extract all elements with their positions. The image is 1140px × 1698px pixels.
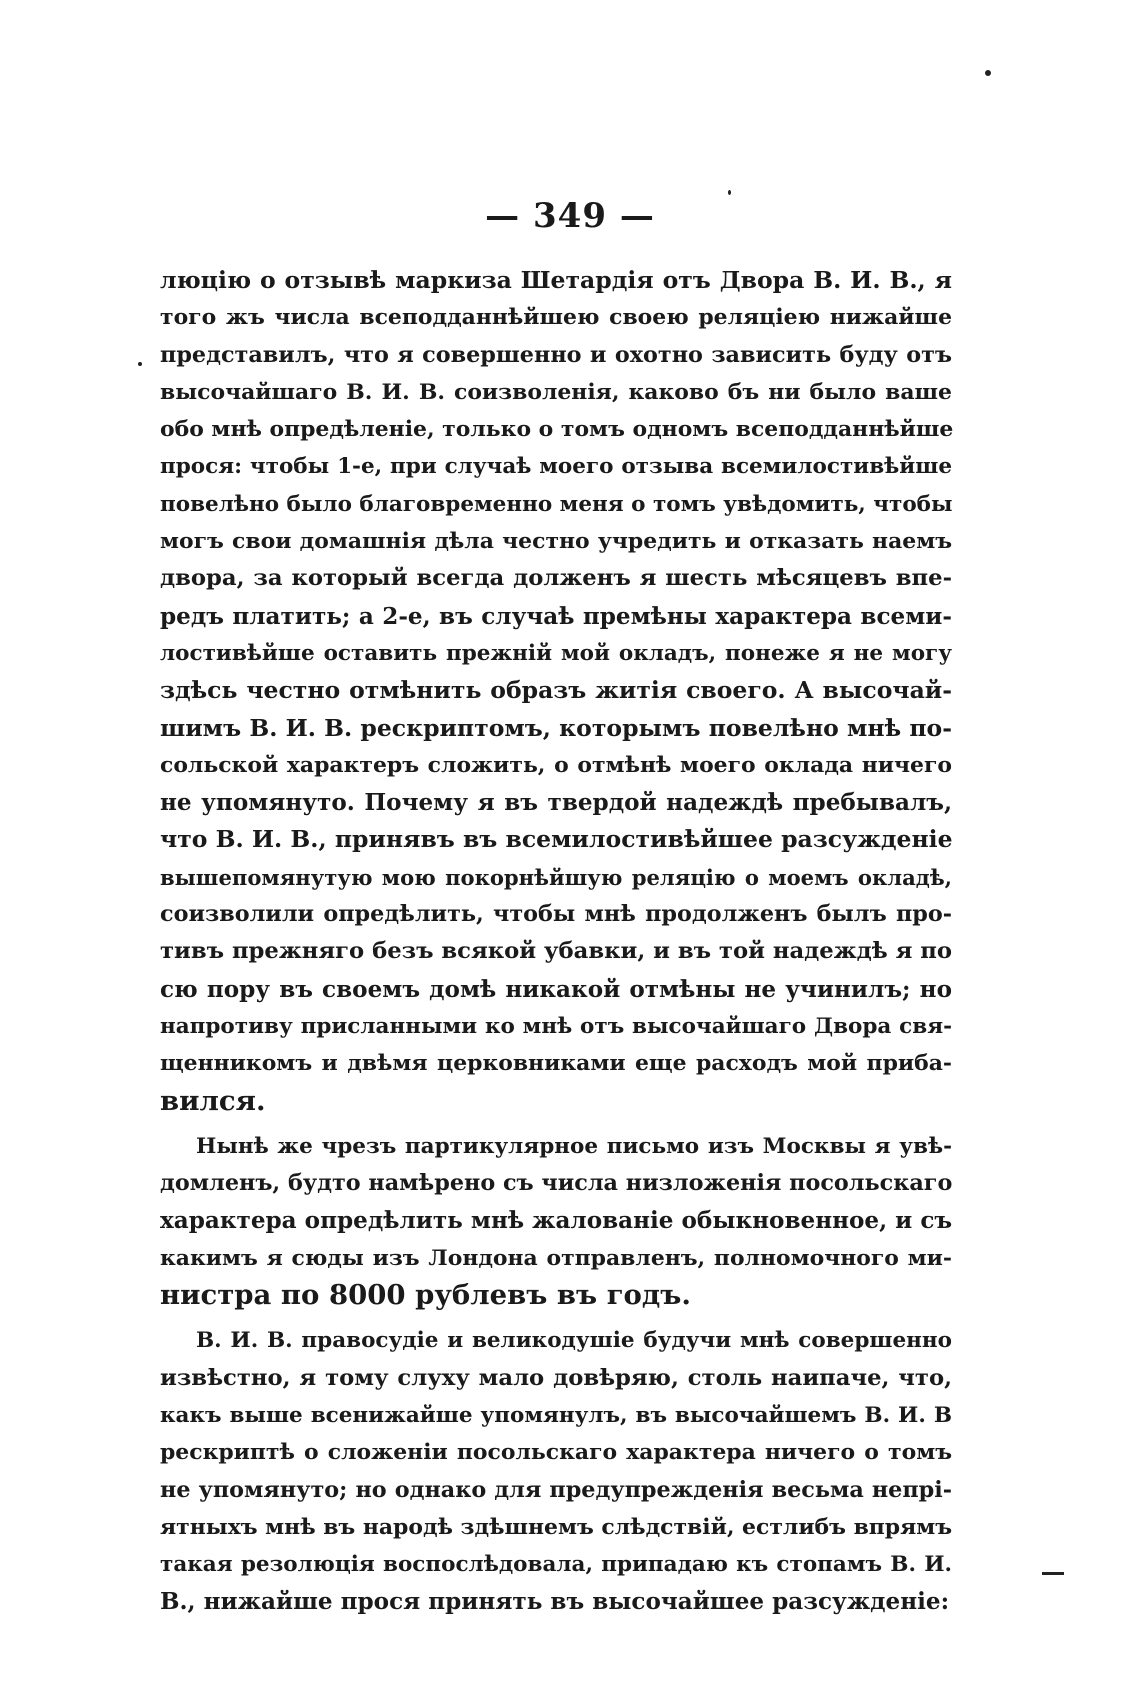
text-line: представилъ, что я совершенно и охотно зависить буду отъ	[160, 341, 952, 368]
ink-speck	[985, 70, 991, 76]
text-line: тивъ прежняго безъ всякой убавки, и въ той надеждѣ я по	[160, 938, 952, 965]
paragraph	[160, 1322, 952, 1620]
text-line: характера опредѣлить мнѣ жалованіе обыкновенное, и съ	[160, 1207, 953, 1235]
text-line: повелѣно было благовременно меня о томъ увѣдомить, чтобы	[160, 491, 953, 517]
text-line: шимъ В. И. В. рескриптомъ, которымъ повелѣно мнѣ по-	[160, 713, 952, 742]
text-line: соизволили опредѣлить, чтобы мнѣ продолженъ былъ про-	[160, 901, 952, 928]
text-line: двора, за который всегда долженъ я шесть мѣсяцевъ впе-	[160, 565, 952, 592]
text-line: какимъ я сюды изъ Лондона отправленъ, полномочного ми-	[160, 1244, 952, 1271]
text-line: ятныхъ мнѣ въ народѣ здѣшнемъ слѣдствій, естлибъ впрямъ	[160, 1513, 953, 1540]
margin-mark	[1042, 1572, 1064, 1575]
text-line: вился.	[160, 1084, 266, 1117]
text-line: В. И. В. правосудіе и великодушіе будучи мнѣ совершенно	[196, 1328, 952, 1354]
text-line: не упомянуто; но однако для предупрежденія весьма непрі-	[160, 1476, 952, 1503]
paragraph-gap	[160, 1120, 952, 1128]
text-line: вышепомянутую мою покорнѣйшую реляцію о моемъ окладѣ,	[160, 864, 952, 890]
text-line: здѣсь честно отмѣнить образъ житія своего. А высочай-	[160, 676, 952, 705]
text-line: обо мнѣ опредѣленіе, только о томъ одномъ всеподданнѣйше	[160, 416, 954, 443]
text-line: того жъ числа всеподданнѣйшею своею реляціею нижайше	[160, 304, 952, 331]
body-text	[160, 262, 952, 1621]
paragraph-gap	[160, 1314, 952, 1322]
text-line: могъ свои домашнія дѣла честно учредить и отказать наемъ	[160, 528, 952, 555]
text-line: редъ платить; а 2-е, въ случаѣ премѣны характера всеми-	[160, 602, 952, 630]
text-line: извѣстно, я тому слуху мало довѣряю, столь наипаче, что,	[160, 1364, 952, 1391]
text-line: прося: чтобы 1-е, при случаѣ моего отзыва всемилостивѣйше	[160, 454, 952, 480]
text-line: не упомянуто. Почему я въ твердой надеждѣ пребывалъ,	[160, 789, 952, 817]
ink-speck	[728, 190, 731, 195]
paragraph	[160, 262, 952, 1120]
text-line: люцію о отзывѣ маркиза Шетардія отъ Двора В. И. В., я	[160, 266, 952, 294]
text-line: нистра по 8000 рублевъ въ годъ.	[160, 1279, 691, 1312]
text-line: сольской характеръ сложить, о отмѣнѣ моего оклада ничего	[160, 751, 952, 778]
text-line: Нынѣ же чрезъ партикулярное письмо изъ Москвы я увѣ-	[196, 1133, 952, 1159]
text-line: домленъ, будто намѣрено съ числа низложенія посольскаго	[160, 1170, 953, 1197]
text-line: какъ выше всенижайше упомянулъ, въ высочайшемъ В. И. В	[160, 1402, 952, 1428]
paragraph	[160, 1128, 952, 1314]
text-line: лостивѣйше оставить прежній мой окладъ, понеже я не могу	[160, 640, 952, 666]
text-line: В., нижайше прося принять въ высочайшее разсужденіе:	[160, 1588, 950, 1616]
text-line: рескриптѣ о сложеніи посольскаго характера ничего о томъ	[160, 1439, 952, 1466]
text-line: такая резолюція воспослѣдовала, припадаю къ стопамъ В. И.	[160, 1552, 952, 1578]
text-line: щенникомъ и двѣмя церковниками еще расходъ мой приба-	[160, 1050, 952, 1077]
text-line: высочайшаго В. И. В. соизволенія, каково бъ ни было ваше	[160, 378, 952, 405]
page-number: — 349 —	[485, 196, 655, 236]
text-line: сю пору въ своемъ домѣ никакой отмѣны не учинилъ; но	[160, 975, 952, 1003]
text-line: напротиву присланными ко мнѣ отъ высочайшаго Двора свя-	[160, 1013, 952, 1039]
ink-speck	[138, 362, 142, 366]
text-line: что В. И. В., принявъ въ всемилостивѣйшее разсужденіе	[160, 825, 953, 854]
